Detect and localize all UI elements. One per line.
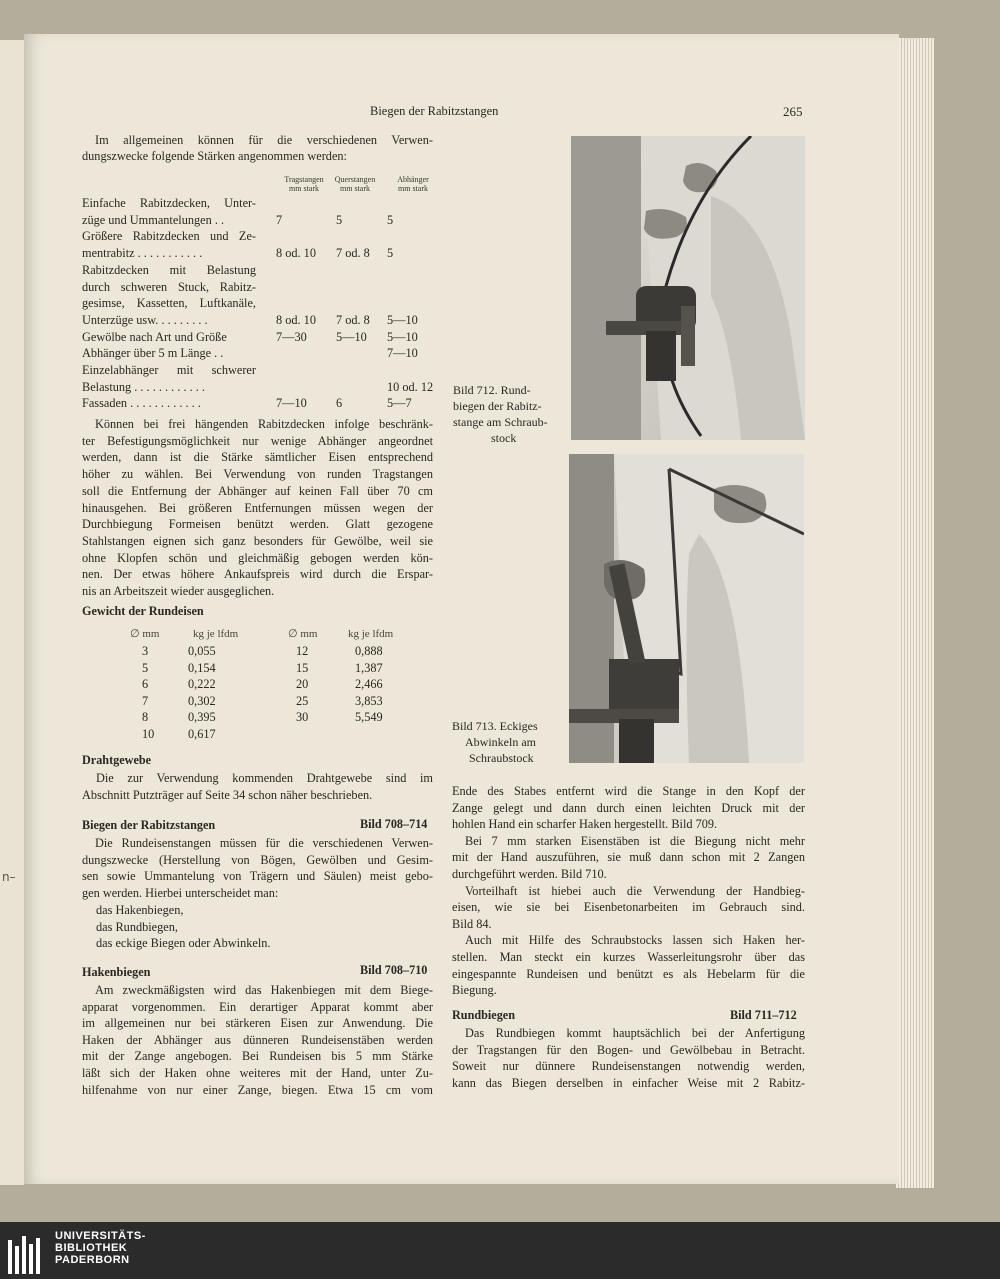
paragraph-abhaenger-line-11: nis an Arbeitszeit wieder ausgeglichen. bbox=[82, 584, 275, 598]
staerken-cell: 7—30 bbox=[276, 329, 307, 344]
margin-note: n– bbox=[2, 870, 16, 884]
staerken-cell: 5 bbox=[387, 246, 394, 261]
paragraph-abhaenger-line-4: höher zu wählen. Bei Verwendung von runden Tragstangen bbox=[82, 467, 433, 482]
page-number: 265 bbox=[783, 104, 803, 119]
drahtgewebe-line-1: Die zur Verwendung kommenden Drahtgewebe sind im bbox=[96, 771, 433, 785]
rundbiegen-ref: Bild 711–712 bbox=[730, 1008, 797, 1022]
staerken-col-header: Querstangen mm stark bbox=[334, 175, 376, 193]
caption-bild-713-line-1: Bild 713. Eckiges bbox=[452, 719, 538, 733]
rundbiegen-line-4: kann das Biegen derselben in einfacher Weise mit 2 Rabitz- bbox=[452, 1075, 805, 1090]
gewicht-weight: 0,055 bbox=[188, 644, 216, 658]
haken-line-6: läßt sich der Haken ohne weiteres mit der Hand, unter Zu- bbox=[82, 1066, 433, 1080]
staerken-row-label: Größere Rabitzdecken und Ze- bbox=[82, 229, 256, 244]
haken-line-2: apparat vorgenommen. Ein derartiger Apparat kommt aber bbox=[82, 999, 433, 1014]
biegen-list-item: das Hakenbiegen, bbox=[96, 903, 184, 917]
gewicht-diameter: 30 bbox=[296, 710, 309, 725]
gewicht-diameter: 5 bbox=[142, 660, 149, 675]
paragraph-abhaenger-line-8: Stahlstangen eignen sich ganz besonders für Gewölbe, weil sie bbox=[82, 533, 433, 548]
biegen-list-item: das Rundbiegen, bbox=[96, 919, 178, 934]
staerken-col-header: Tragstangen mm stark bbox=[284, 175, 324, 193]
biegen-heading: Biegen der Rabitzstangen bbox=[82, 818, 216, 832]
haken-line-1: Am zweckmäßigsten wird das Hakenbiegen mit dem Biege- bbox=[95, 983, 433, 997]
gewicht-col-header: kg je lfdm bbox=[193, 628, 239, 640]
haken-line-5: mit der Zange angebogen. Bei Rundeisen bis 5 mm Stärke bbox=[82, 1049, 433, 1064]
right-column-line: eingespannte Rundeisen und benützt es als Hebelarm für die bbox=[452, 966, 805, 981]
right-column-line: hohlen Hand ein scharfer Haken hergestellt. Bild 709. bbox=[452, 817, 718, 832]
page-edges bbox=[896, 38, 934, 1188]
right-column-line: Bei 7 mm starken Eisenstäben ist die Biegung nicht mehr bbox=[465, 833, 805, 848]
paragraph-abhaenger-line-7: Durchbiegung Formeisen benützt werden. Glatt gezogene bbox=[82, 517, 433, 532]
gewicht-diameter: 25 bbox=[296, 693, 309, 708]
paragraph-abhaenger-line-9: ohne Klopfen schön und gleichmäßig gebogen werden kön- bbox=[82, 550, 433, 565]
staerken-cell: 7 od. 8 bbox=[336, 246, 370, 261]
rundbiegen-line-1: Das Rundbiegen kommt hauptsächlich bei der Anfertigung bbox=[465, 1026, 805, 1040]
gewicht-diameter: 20 bbox=[296, 677, 309, 692]
paragraph-abhaenger-line-1: Können bei frei hängenden Rabitzdecken infolge beschränk- bbox=[95, 417, 433, 431]
biegen-line-2: dungszwecke (Herstellung von Bögen, Gewölben und Gesim- bbox=[82, 852, 433, 867]
staerken-cell: 5—10 bbox=[387, 329, 418, 344]
staerken-cell: 7 od. 8 bbox=[336, 312, 370, 327]
haken-ref: Bild 708–710 bbox=[360, 963, 428, 977]
right-column-line: stellen. Man steckt ein kurzes Wasserleitungsrohr über das bbox=[452, 950, 805, 964]
library-line-1: UNIVERSITÄTS- bbox=[55, 1230, 146, 1242]
staerken-cell: 7—10 bbox=[387, 346, 418, 361]
library-line-2: BIBLIOTHEK bbox=[55, 1242, 128, 1254]
staerken-row-label: Unterzüge usw. . . . . . . . . bbox=[82, 312, 208, 327]
library-logo-icon bbox=[8, 1234, 48, 1274]
paragraph-abhaenger-line-5: soll die Entfernung der Abhänger auf keinen Fall über 70 cm bbox=[82, 483, 433, 498]
right-column-line: Vorteilhaft ist hiebei auch die Verwendung der Handbieg- bbox=[465, 883, 805, 898]
haken-heading: Hakenbiegen bbox=[82, 965, 151, 979]
intro-line-1: Im allgemeinen können für die verschiedenen Verwen- bbox=[95, 133, 433, 147]
running-title: Biegen der Rabitzstangen bbox=[370, 104, 499, 118]
staerken-row-label: züge und Ummantelungen . . bbox=[82, 212, 225, 227]
caption-bild-712-line-2: biegen der Rabitz- bbox=[453, 399, 542, 413]
staerken-cell: 5 bbox=[336, 212, 343, 227]
drahtgewebe-heading: Drahtgewebe bbox=[82, 753, 152, 767]
haken-line-3: im allgemeinen nur bei stärkeren Eisen zur Anwendung. Die bbox=[82, 1016, 433, 1031]
gewicht-diameter: 7 bbox=[142, 693, 149, 708]
gewicht-weight: 1,387 bbox=[355, 660, 383, 675]
left-page-edge bbox=[0, 40, 25, 1185]
biegen-ref: Bild 708–714 bbox=[360, 817, 428, 831]
photo-bild-713 bbox=[569, 454, 804, 763]
staerken-row-label: gesimse, Kassetten, Luftkanäle, bbox=[82, 296, 256, 311]
gewicht-diameter: 15 bbox=[296, 660, 309, 675]
staerken-row-label: Belastung . . . . . . . . . . . . bbox=[82, 379, 205, 394]
gewicht-diameter: 8 bbox=[142, 710, 149, 725]
staerken-cell: 5—10 bbox=[336, 329, 367, 344]
staerken-cell: 8 od. 10 bbox=[276, 312, 316, 327]
gewicht-weight: 0,617 bbox=[188, 727, 216, 741]
haken-line-4: Haken der Abhänger aus dünneren Rundeisenstäben werden bbox=[82, 1032, 433, 1047]
caption-bild-712-line-3: stange am Schraub- bbox=[453, 415, 548, 429]
staerken-row-label: Einzelabhänger mit schwerer bbox=[82, 363, 256, 377]
staerken-col-header: Abhänger mm stark bbox=[397, 175, 429, 193]
gewicht-diameter: 6 bbox=[142, 677, 149, 692]
rundbiegen-line-2: der Tragstangen für den Bogen- und Gewölbebau in Betracht. bbox=[452, 1042, 805, 1057]
right-column-line: mit der Hand auszuführen, sie muß dann schon mit 2 Zangen bbox=[452, 850, 805, 865]
gewicht-weight: 0,888 bbox=[355, 644, 383, 658]
staerken-cell: 10 od. 12 bbox=[387, 379, 434, 394]
gewicht-diameter: 12 bbox=[296, 644, 309, 658]
staerken-cell: 8 od. 10 bbox=[276, 246, 316, 261]
intro-line-2: dungszwecke folgende Stärken angenommen werden: bbox=[82, 149, 347, 163]
staerken-row-label: mentrabitz . . . . . . . . . . . bbox=[82, 246, 203, 261]
right-column-line: Bild 84. bbox=[452, 916, 492, 931]
library-line-3: PADERBORN bbox=[55, 1254, 130, 1266]
staerken-cell: 6 bbox=[336, 396, 343, 411]
staerken-row-label: Einfache Rabitzdecken, Unter- bbox=[82, 196, 256, 210]
biegen-line-3: sen sowie Ummantelung von Trägern und Säulen) meist gebo- bbox=[82, 869, 433, 884]
paragraph-abhaenger-line-10: nen. Der etwas höhere Ankaufspreis wird durch die Erspar- bbox=[82, 567, 433, 582]
paragraph-abhaenger-line-6: hinausgehen. Bei größeren Entfernungen müssen wegen der bbox=[82, 500, 433, 515]
staerken-cell: 5—10 bbox=[387, 312, 418, 327]
gewicht-col-header: ∅ mm bbox=[288, 628, 318, 640]
biegen-list-item: das eckige Biegen oder Abwinkeln. bbox=[96, 936, 271, 951]
gewicht-weight: 3,853 bbox=[355, 693, 383, 708]
paragraph-abhaenger-line-3: werden, dann ist die Stärke sämtlicher Eisen entsprechend bbox=[82, 450, 433, 465]
gewicht-weight: 5,549 bbox=[355, 710, 383, 725]
staerken-row-label: durch schweren Stuck, Rabitz- bbox=[82, 279, 256, 294]
staerken-row-label: Gewölbe nach Art und Größe bbox=[82, 329, 227, 344]
staerken-row-label: Fassaden . . . . . . . . . . . . bbox=[82, 396, 201, 411]
right-column-line: durchgeführt werden. Bild 710. bbox=[452, 867, 607, 881]
right-column-line: Biegung. bbox=[452, 983, 497, 998]
library-footer bbox=[0, 1222, 1000, 1279]
gewicht-col-header: kg je lfdm bbox=[348, 628, 394, 640]
right-column-line: Auch mit Hilfe des Schraubstocks lassen sich Haken her- bbox=[465, 933, 805, 948]
gewicht-weight: 0,222 bbox=[188, 677, 216, 692]
right-column-line: eisen, wie sie bei Eisenbetonarbeiten im Gebrauch sind. bbox=[452, 900, 805, 915]
library-logo-text bbox=[55, 1230, 146, 1266]
rundbiegen-heading: Rundbiegen bbox=[452, 1008, 515, 1022]
staerken-cell: 7 bbox=[276, 212, 283, 227]
caption-bild-712-line-4: stock bbox=[491, 431, 517, 445]
photo-bild-712 bbox=[571, 136, 805, 440]
gewicht-heading: Gewicht der Rundeisen bbox=[82, 604, 204, 618]
paragraph-abhaenger-line-2: ter Befestigungsmöglichkeit nur wenige Abhänger angeordnet bbox=[82, 433, 433, 448]
drahtgewebe-line-2: Abschnitt Putzträger auf Seite 34 schon näher beschrieben. bbox=[82, 788, 373, 802]
gewicht-weight: 0,395 bbox=[188, 710, 216, 725]
gewicht-weight: 2,466 bbox=[355, 677, 383, 692]
right-column-line: Zange gelegt und dann durch einen leichten Druck mit der bbox=[452, 800, 805, 815]
staerken-row-label: Rabitzdecken mit Belastung bbox=[82, 262, 256, 277]
caption-bild-713-line-3: Schraubstock bbox=[469, 751, 534, 765]
gewicht-weight: 0,302 bbox=[188, 693, 216, 708]
gewicht-weight: 0,154 bbox=[188, 660, 216, 675]
haken-line-7: hilfenahme von nur einer Zange, biegen. Etwa 15 cm vom bbox=[82, 1082, 433, 1097]
staerken-row-label: Abhänger über 5 m Länge . . bbox=[82, 346, 224, 361]
gewicht-diameter: 10 bbox=[142, 727, 155, 741]
staerken-cell: 5—7 bbox=[387, 396, 412, 411]
gewicht-diameter: 3 bbox=[142, 644, 149, 658]
caption-bild-713-line-2: Abwinkeln am bbox=[465, 735, 536, 749]
biegen-line-4: gen werden. Hierbei unterscheidet man: bbox=[82, 885, 279, 900]
caption-bild-712-line-1: Bild 712. Rund- bbox=[453, 383, 531, 397]
gewicht-col-header: ∅ mm bbox=[130, 628, 160, 640]
biegen-line-1: Die Rundeisenstangen müssen für die verschiedenen Verwen- bbox=[95, 836, 433, 850]
staerken-cell: 7—10 bbox=[276, 396, 307, 411]
staerken-cell: 5 bbox=[387, 212, 394, 227]
right-column-line: Ende des Stabes entfernt wird die Stange in den Kopf der bbox=[452, 784, 805, 798]
rundbiegen-line-3: Soweit nur dünnere Rundeisenstangen notwendig werden, bbox=[452, 1059, 805, 1074]
